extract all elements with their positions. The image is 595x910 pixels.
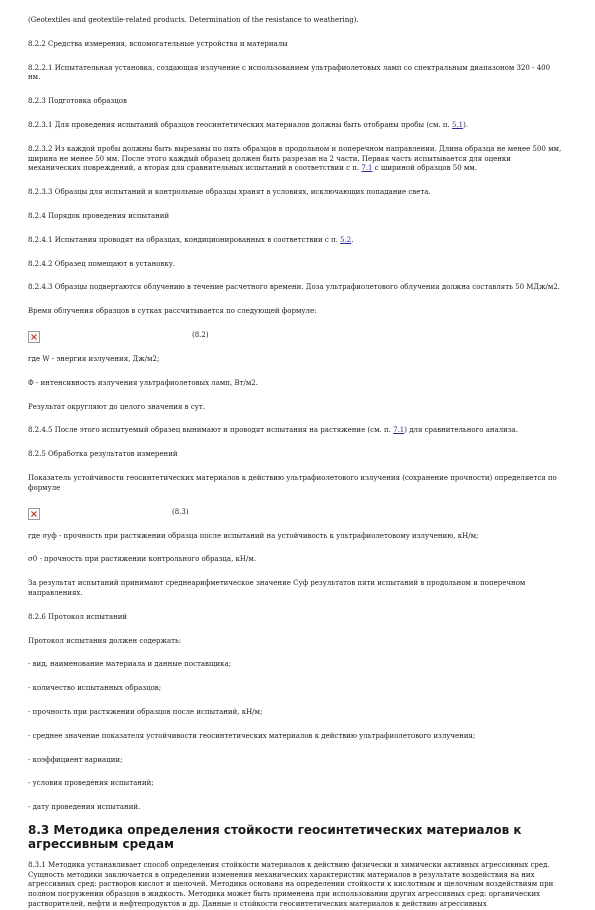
rounding-note: Результат округляют до целого значения в сут.	[28, 402, 205, 411]
intro-paragraph: (Geotextiles and geotextile-related products. Determination of the resistance to weathering).	[28, 16, 359, 24]
link-section-5-2[interactable]: 5.2	[340, 235, 352, 244]
formula-number-8-3: (8.3)	[172, 507, 189, 516]
list-item: - условия проведения испытаний;	[28, 779, 154, 788]
list-item: - среднее значение показателя устойчивости геосинтетических материалов к действию ультрафиолетового излучения;	[28, 731, 476, 740]
paragraph-8-3-1: 8.3.1 Методика устанавливает способ определения стойкости материалов к действию физически и химически активных агрессивных сред. Сущность методики заключается в определении изменения механических характеристик материалов в результате воздействия на них агрессивных сред: растворов кислот и щелочей. Методика основана на определении стойкости к кислотным и щелочным воздействиям при полном погружении образцов в жидкость. Методика может быть применена при использовании других агрессивных сред: органических растворителей, нефти и нефтепродуктов и др. Данные о стойкости геосинтетических материалов к действию агрессивных	[28, 860, 554, 909]
paragraph-8-2-4-2: 8.2.4.2 Образец помещают в установку.	[28, 259, 176, 268]
formula-8-2-row	[28, 331, 563, 345]
paragraph-8-2-3-1: 8.2.3.1 Для проведения испытаний образцов геосинтетических материалов должны быть отобраны пробы (см. п. 5.1).	[28, 120, 469, 129]
link-section-5-1[interactable]: 5.1	[451, 120, 464, 129]
resistance-intro: Показатель устойчивости геосинтетических материалов к действию ультрафиолетового излучения (сохранение прочности) определяется по формуле	[28, 473, 557, 492]
section-8-2-5-heading: 8.2.5 Обработка результатов измерений	[28, 450, 178, 459]
protocol-intro: Протокол испытания должен содержать:	[28, 636, 182, 645]
formula-8-3-row	[28, 508, 563, 522]
list-item: - прочность при растяжении образцов после испытаний, кН/м;	[28, 707, 263, 716]
section-8-2-6-heading: 8.2.6 Протокол испытаний	[28, 612, 128, 621]
link-section-7-1-b[interactable]: 7.1	[393, 426, 405, 435]
where-uf-definition: где σуф - прочность при растяжении образца после испытаний на устойчивость к ультрафиолетовому излучению, кН/м;	[28, 531, 479, 540]
paragraph-8-2-3-3: 8.2.3.3 Образцы для испытаний и контрольные образцы хранят в условиях, исключающих попадание света.	[28, 188, 431, 197]
sigma0-definition: σ0 - прочность при растяжении контрольного образца, кН/м.	[28, 555, 257, 564]
section-8-3-heading: 8.3 Методика определения стойкости геосинтетических материалов к агрессивным средам	[28, 822, 522, 851]
formula-number-8-2: (8.2)	[192, 330, 209, 339]
list-item: - коэффициент вариации;	[28, 755, 123, 764]
broken-image-icon	[28, 508, 40, 520]
list-item: - дату проведения испытаний.	[28, 803, 141, 812]
result-average: За результат испытаний принимают среднеарифметическое значение Суф результатов пяти испытаний в продольном и поперечном направлениях.	[28, 579, 526, 597]
paragraph-8-2-4-1: 8.2.4.1 Испытания проводят на образцах, кондиционированных в соответствии с п. 5.2.	[28, 235, 354, 244]
time-formula-intro: Время облучения образцов в сутках рассчитывается по следующей формуле:	[28, 307, 317, 316]
where-w-definition: где W - энергия излучения, Дж/м2;	[28, 354, 160, 363]
section-8-2-3-heading: 8.2.3 Подготовка образцов	[28, 97, 127, 106]
paragraph-8-2-3-2: 8.2.3.2 Из каждой пробы должны быть вырезаны по пять образцов в продольном и поперечном направлении. Длина образца не менее 500 мм, ширина не менее 50 мм. После этого каждый образец должен быть разрезан на 2 части. Первая часть испытывается для оценки механических повреждений, а вторая для сравнительных испытаний в соответствии с п. 7.1 с шириной образцов 50 мм.	[28, 144, 562, 173]
paragraph-8-2-4-5: 8.2.4.5 После этого испытуемый образец вынимают и проводят испытания на растяжение (см. п. 7.1) для сравнительного анализа.	[28, 426, 519, 435]
section-8-2-2-heading: 8.2.2 Средства измерения, вспомогательные устройства и материалы	[28, 39, 288, 48]
section-8-2-4-heading: 8.2.4 Порядок проведения испытаний	[28, 211, 170, 220]
paragraph-8-2-2-1: 8.2.2.1 Испытательная установка, создающая излучение с использованием ультрафиолетовых ламп со спектральным диапазоном 320 - 400 нм.	[28, 63, 551, 82]
link-section-7-1[interactable]: 7.1	[361, 164, 373, 173]
broken-image-icon	[28, 331, 40, 343]
paragraph-8-2-4-3: 8.2.4.3 Образцы подвергаются облучению в течение расчетного времени. Доза ультрафиолетового облучения должна составлять 50 МДж/м2.	[28, 283, 561, 292]
phi-definition: Ф - интенсивность излучения ультрафиолетовых ламп, Вт/м2.	[28, 378, 258, 387]
list-item: - количество испытанных образцов;	[28, 684, 162, 693]
list-item: - вид, наименование материала и данные поставщика;	[28, 660, 232, 669]
